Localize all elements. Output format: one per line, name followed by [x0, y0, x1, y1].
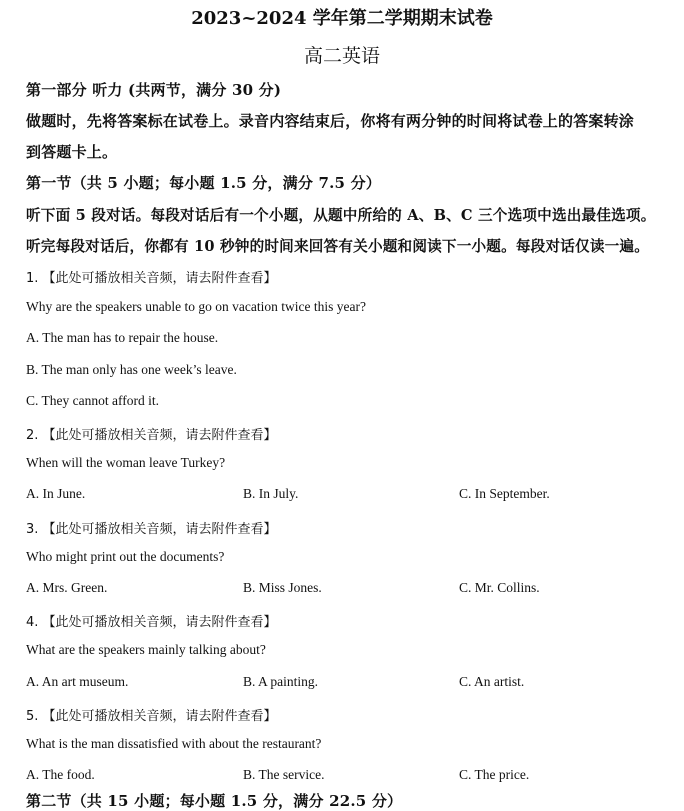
option-b[interactable]: B. The service.: [243, 767, 325, 782]
section2-heading: 第二节（共 15 小题；每小题 1.5 分，满分 22.5 分）: [26, 792, 403, 810]
option-a[interactable]: A. In June.: [26, 486, 86, 501]
exam-title: 2023~2024 学年第二学期期末试卷: [191, 8, 493, 29]
option-b[interactable]: B. Miss Jones.: [243, 580, 322, 595]
option-a[interactable]: A. The food.: [26, 767, 95, 782]
part1-heading: 第一部分 听力 (共两节，满分 30 分): [26, 81, 282, 99]
option-c[interactable]: C. They cannot afford it.: [26, 393, 159, 408]
question-text: When will the woman leave Turkey?: [26, 455, 226, 470]
option-c[interactable]: C. The price.: [459, 767, 530, 782]
section1-instruction-line2: 听完每段对话后，你都有 10 秒钟的时间来回答有关小题和阅读下一小题。每段对话仅读一遍。: [26, 238, 650, 255]
part1-instruction-line1: 做题时，先将答案标在试卷上。录音内容结束后，你将有两分钟的时间将试卷上的答案转涂: [26, 112, 635, 130]
option-c[interactable]: C. Mr. Collins.: [459, 580, 540, 595]
question-text: Why are the speakers unable to go on vacation twice this year?: [26, 299, 366, 314]
section1-instruction-line1: 听下面 5 段对话。每段对话后有一个小题，从题中所给的 A、B、C 三个选项中选出最佳选项。: [26, 207, 656, 224]
exam-subtitle: 高二英语: [303, 45, 380, 67]
question-text: Who might print out the documents?: [26, 549, 225, 564]
part1-instruction-line2: 到答题卡上。: [26, 143, 118, 161]
option-a[interactable]: A. Mrs. Green.: [26, 580, 108, 595]
option-a[interactable]: A. The man has to repair the house.: [26, 330, 219, 345]
audio-note[interactable]: 5. 【此处可播放相关音频，请去附件查看】: [26, 709, 277, 724]
option-b[interactable]: B. The man only has one week’s leave.: [26, 362, 237, 377]
section1-heading: 第一节（共 5 小题；每小题 1.5 分，满分 7.5 分）: [26, 174, 381, 192]
audio-note[interactable]: 4. 【此处可播放相关音频，请去附件查看】: [26, 615, 277, 630]
option-a[interactable]: A. An art museum.: [26, 674, 129, 689]
audio-note[interactable]: 1. 【此处可播放相关音频，请去附件查看】: [26, 271, 277, 286]
question-text: What is the man dissatisfied with about the restaurant?: [26, 736, 322, 751]
option-b[interactable]: B. A painting.: [243, 674, 319, 689]
audio-note[interactable]: 3. 【此处可播放相关音频，请去附件查看】: [26, 522, 277, 537]
option-c[interactable]: C. In September.: [459, 486, 550, 501]
audio-note[interactable]: 2. 【此处可播放相关音频，请去附件查看】: [26, 428, 277, 443]
question-text: What are the speakers mainly talking about?: [26, 642, 266, 657]
option-b[interactable]: B. In July.: [243, 486, 299, 501]
option-c[interactable]: C. An artist.: [459, 674, 525, 689]
